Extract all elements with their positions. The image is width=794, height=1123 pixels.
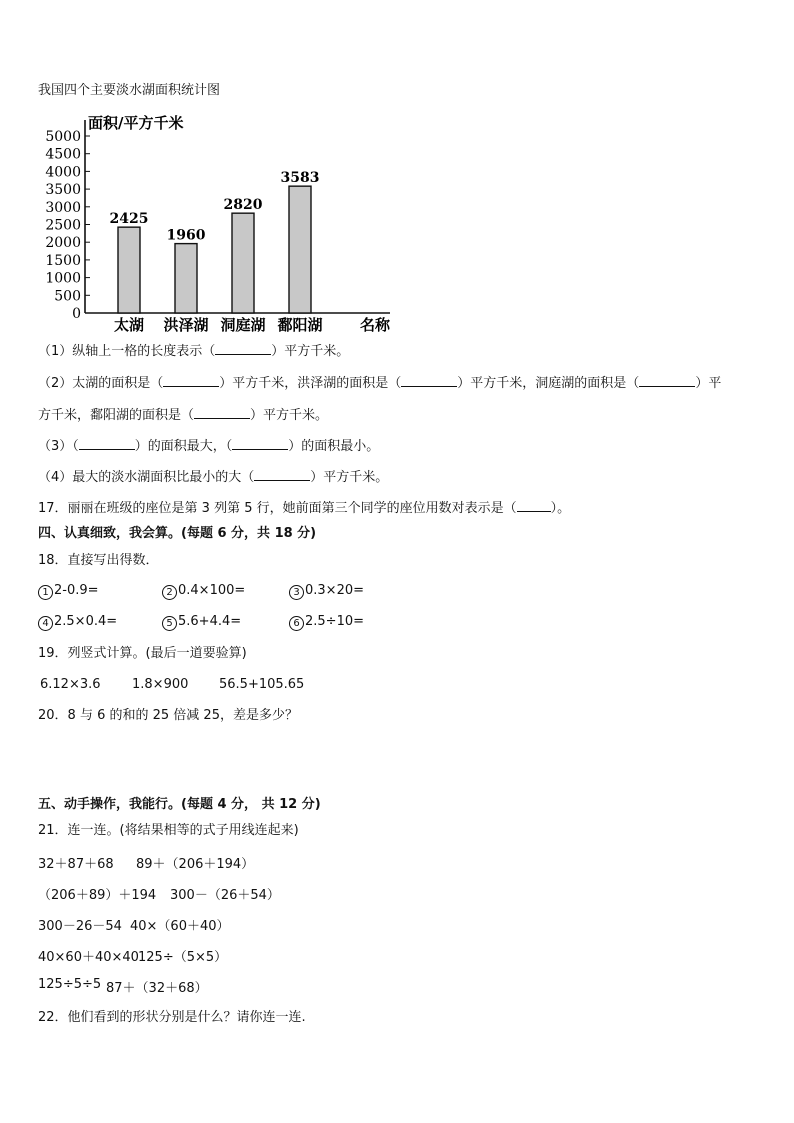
q16-part1-tail: ）平方千米。	[271, 344, 350, 359]
bar-0	[118, 227, 140, 313]
q16-part2-text: ）平方千米，洞庭湖的面积是（	[457, 376, 640, 391]
calc-expression: 2.5÷10=	[305, 614, 365, 629]
q16-part2-line1	[38, 374, 721, 393]
y-tick-label: 4500	[45, 146, 81, 163]
question-18-title: 18．直接写出得数．	[38, 553, 159, 568]
calc-expression: 2.5×0.4=	[54, 614, 118, 629]
calc-expression: 2-0.9=	[54, 583, 99, 598]
calc-item	[38, 583, 99, 600]
section-4-heading: 四、认真细致，我会算。(每题 6 分，共 18 分)	[38, 526, 317, 541]
y-axis-label: 面积/平方千米	[88, 114, 184, 132]
vertical-calc-item: 6.12×3.6	[40, 677, 101, 692]
x-axis-label: 名称	[359, 316, 391, 334]
match-left-item[interactable]: 40×60＋40×40	[38, 950, 139, 965]
x-category-label: 鄱阳湖	[277, 316, 323, 334]
bar-data-label: 3583	[280, 170, 320, 187]
answer-blank[interactable]	[79, 437, 135, 450]
circled-number: 6	[289, 616, 304, 631]
vertical-calc-item: 1.8×900	[132, 677, 189, 692]
circled-number: 2	[162, 585, 177, 600]
match-right-item[interactable]: 87＋（32＋68）	[106, 981, 208, 996]
question-20: 20．8 与 6 的和的 25 倍减 25，差是多少？	[38, 708, 298, 723]
match-left-item[interactable]: 32＋87＋68	[38, 857, 114, 872]
q16-part3-text: （3）（	[38, 439, 79, 454]
x-category-label: 洪泽湖	[163, 316, 209, 334]
q16-part2-text: ）平	[695, 376, 722, 391]
bar-1	[175, 244, 197, 313]
bar-data-label: 2425	[109, 211, 149, 228]
answer-blank[interactable]	[254, 468, 310, 481]
answer-blank[interactable]	[639, 374, 695, 387]
circled-number: 4	[38, 616, 53, 631]
x-category-label: 太湖	[113, 316, 145, 334]
answer-blank[interactable]	[517, 499, 551, 512]
bar-2	[232, 213, 254, 313]
answer-blank[interactable]	[401, 374, 457, 387]
q16-part3-text: ）的面积最大，（	[134, 439, 233, 454]
y-tick-label: 2500	[45, 217, 81, 234]
circled-number: 3	[289, 585, 304, 600]
y-tick-label: 500	[54, 288, 81, 305]
answer-blank[interactable]	[163, 374, 219, 387]
match-left-item[interactable]: （206＋89）＋194	[38, 888, 157, 903]
y-tick-label: 1000	[45, 270, 81, 287]
q16-part1	[38, 342, 349, 361]
y-tick-label: 3500	[45, 182, 81, 199]
calc-item	[289, 583, 364, 600]
calc-expression: 0.4×100=	[178, 583, 246, 598]
q16-part2-line2	[38, 406, 328, 425]
q16-part3	[38, 437, 379, 456]
calc-item	[289, 614, 364, 631]
chart-title: 我国四个主要淡水湖面积统计图	[38, 83, 221, 98]
vertical-calc-item: 56.5+105.65	[219, 677, 305, 692]
match-right-item[interactable]: 125÷（5×5）	[138, 950, 228, 965]
q16-part3-text: ）的面积最小。	[288, 439, 380, 454]
circled-number: 5	[162, 616, 177, 631]
match-right-item[interactable]: 300－（26＋54）	[170, 888, 280, 903]
match-right-item[interactable]: 40×（60＋40）	[130, 919, 230, 934]
calc-item	[162, 614, 241, 631]
y-tick-label: 1500	[45, 252, 81, 269]
q16-part4-tail: ）平方千米。	[310, 470, 389, 485]
q16-part4	[38, 468, 388, 487]
lake-area-bar-chart	[30, 108, 400, 338]
y-tick-label: 3000	[45, 199, 81, 216]
question-21-title: 21．连一连。(将结果相等的式子用线连起来)	[38, 823, 299, 838]
bar-3	[289, 186, 311, 313]
x-category-label: 洞庭湖	[220, 316, 266, 334]
y-tick-label: 5000	[45, 129, 81, 145]
q16-part2-text: ）平方千米，洪泽湖的面积是（	[219, 376, 402, 391]
calc-expression: 5.6+4.4=	[178, 614, 242, 629]
question-17-tail: ）。	[550, 501, 571, 516]
calc-item	[38, 614, 117, 631]
q16-part2-text: （2）太湖的面积是（	[38, 376, 164, 391]
question-17-text: 17．丽丽在班级的座位是第 3 列第 5 行，她前面第三个同学的座位用数对表示是（	[38, 501, 517, 516]
question-19-title: 19．列竖式计算。(最后一道要验算)	[38, 646, 247, 661]
q16-part2-text: 方千米，鄱阳湖的面积是（	[38, 408, 195, 423]
y-tick-label: 4000	[45, 164, 81, 181]
answer-blank[interactable]	[194, 406, 250, 419]
y-tick-label: 0	[72, 306, 81, 322]
y-tick-label: 2000	[45, 235, 81, 252]
calc-expression: 0.3×20=	[305, 583, 365, 598]
section-5-heading: 五、动手操作，我能行。(每题 4 分， 共 12 分)	[38, 797, 321, 812]
match-left-item[interactable]: 125÷5÷5	[38, 977, 102, 992]
answer-blank[interactable]	[215, 342, 271, 355]
question-22: 22．他们看到的形状分别是什么？请你连一连.	[38, 1010, 306, 1025]
bar-data-label: 2820	[223, 197, 263, 214]
calc-item	[162, 583, 245, 600]
q16-part4-text: （4）最大的淡水湖面积比最小的大（	[38, 470, 255, 485]
q16-part1-text: （1）纵轴上一格的长度表示（	[38, 344, 216, 359]
bar-data-label: 1960	[166, 227, 206, 244]
q16-part2-text: ）平方千米。	[250, 408, 329, 423]
question-17	[38, 499, 570, 518]
circled-number: 1	[38, 585, 53, 600]
match-left-item[interactable]: 300－26－54	[38, 919, 122, 934]
match-right-item[interactable]: 89＋（206＋194）	[136, 857, 255, 872]
answer-blank[interactable]	[232, 437, 288, 450]
